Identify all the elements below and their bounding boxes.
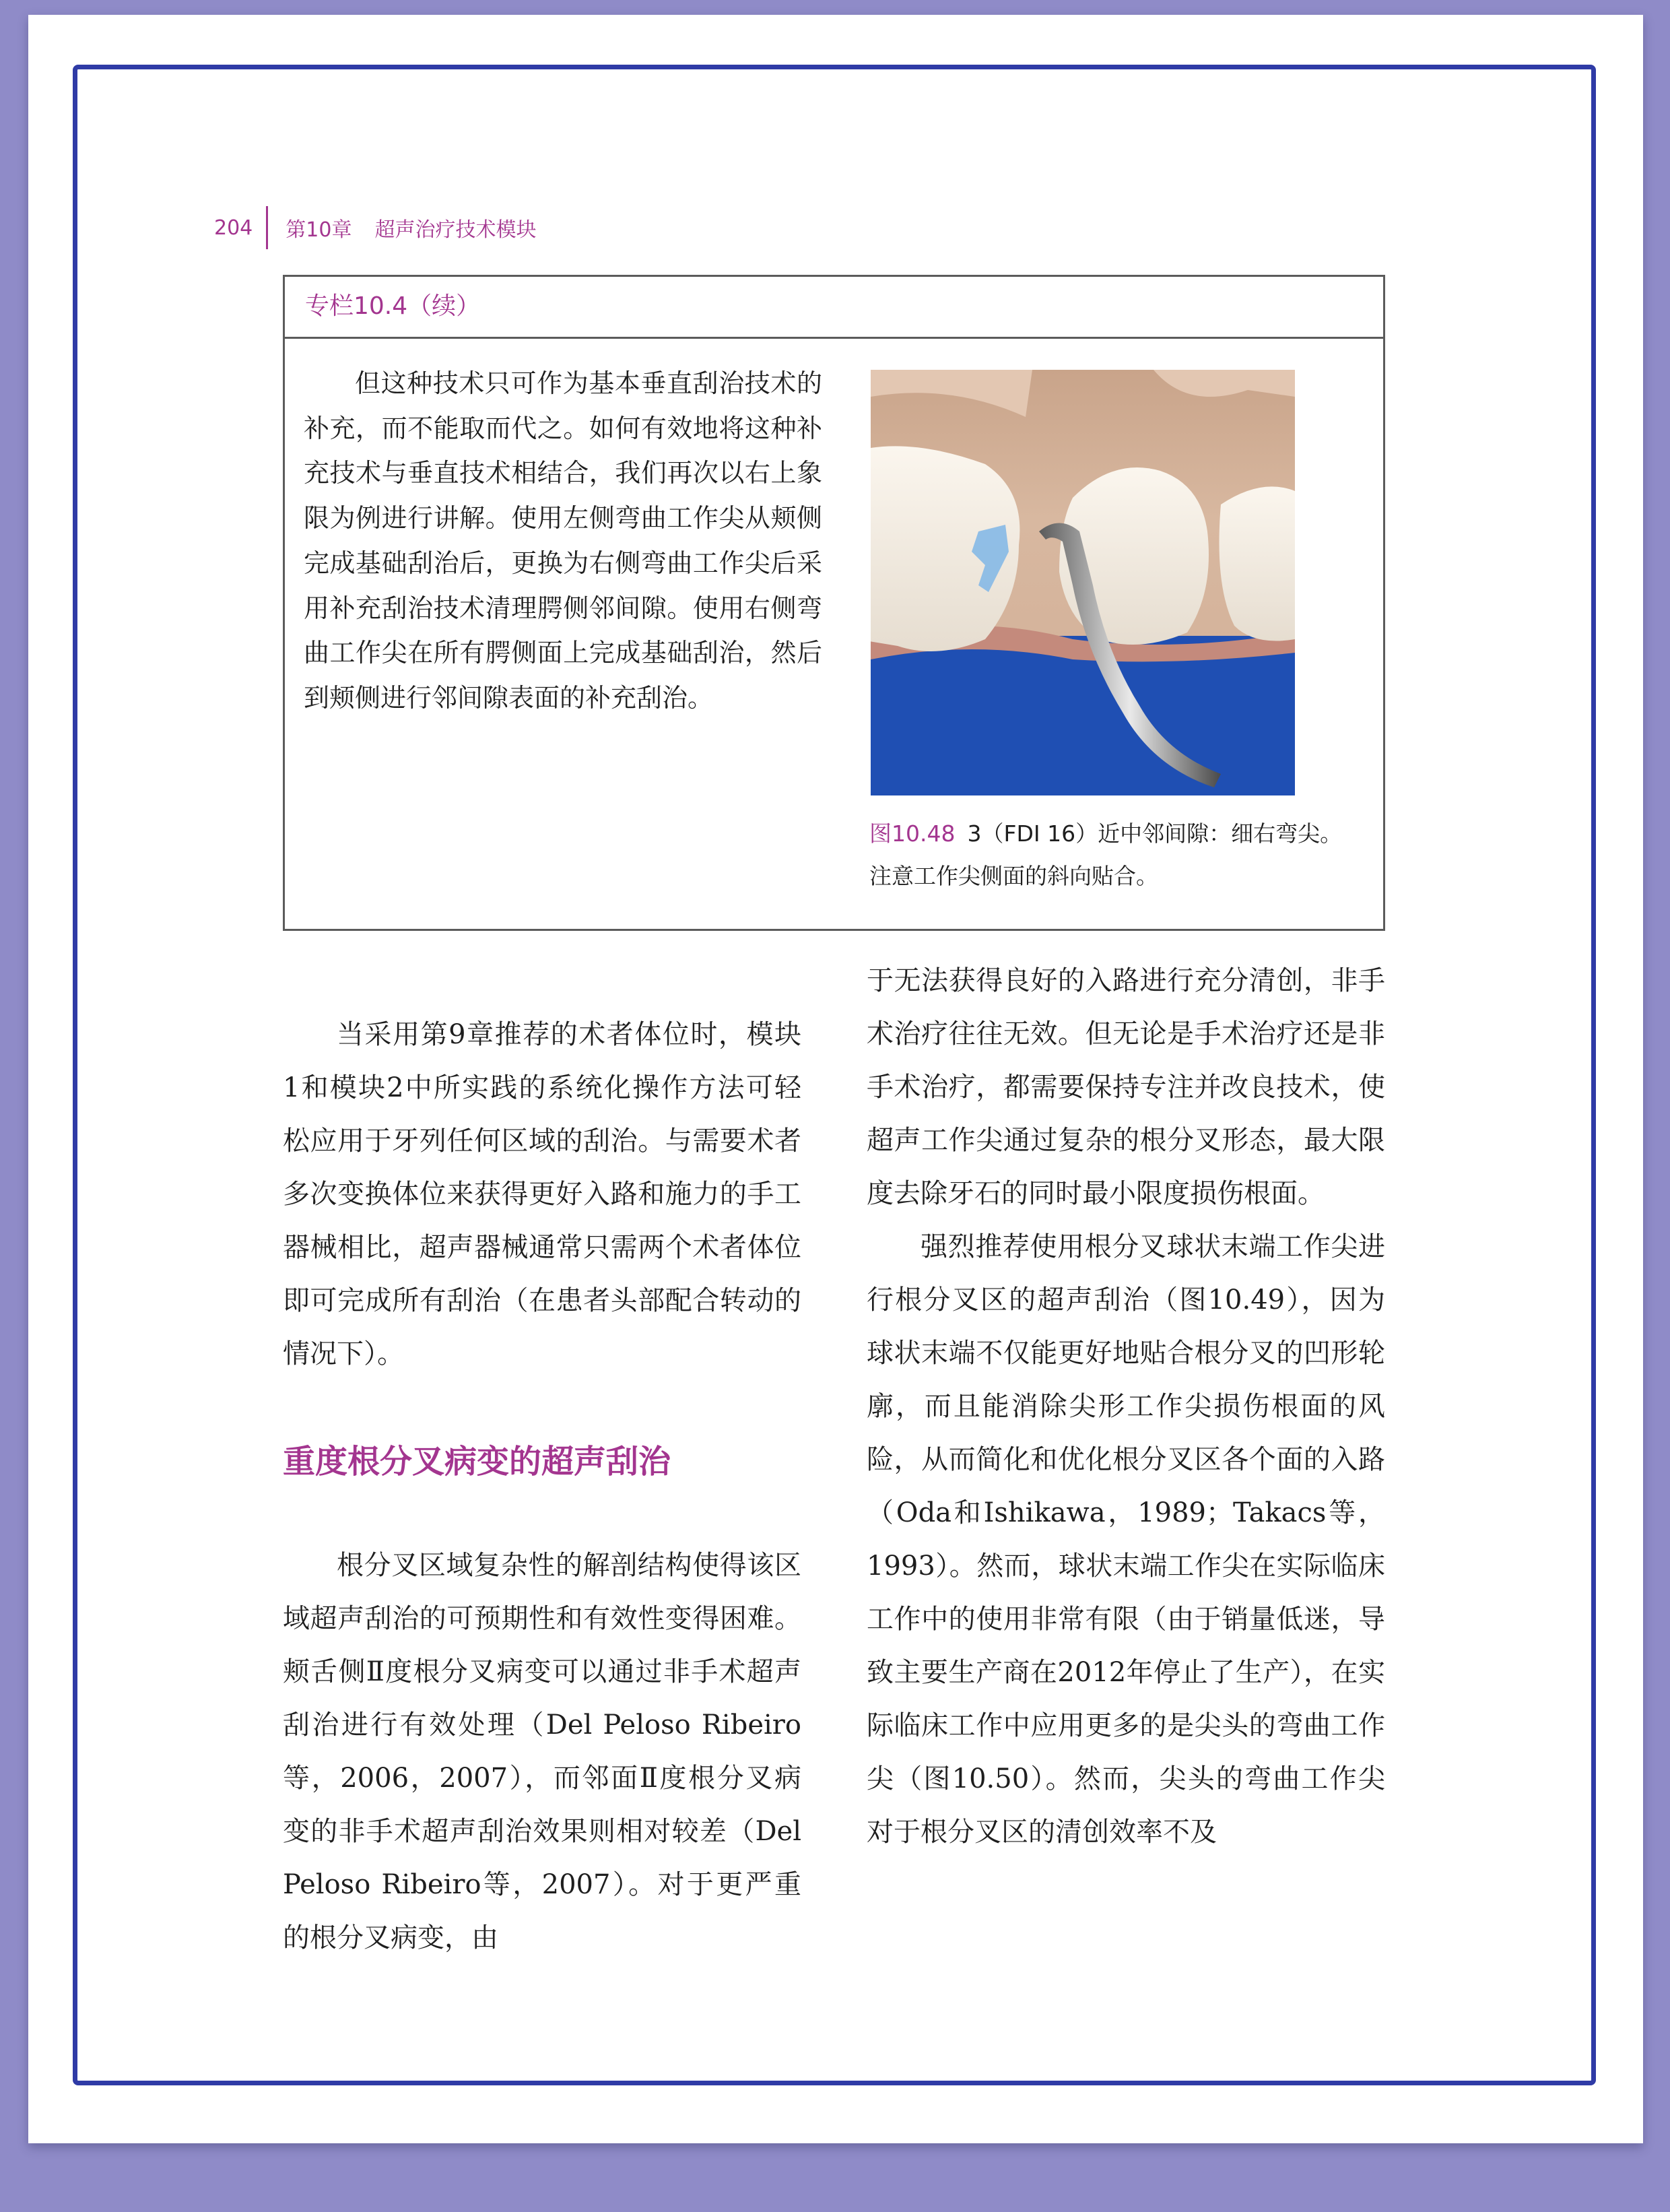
box-text [304,361,822,721]
left-column-bottom [283,1539,801,1965]
chapter-number: 第10章 [286,218,352,242]
body-paragraph: 根分叉区域复杂性的解剖结构使得该区域超声刮治的可预期性和有效性变得困难。颊舌侧Ⅱ度根分叉病变可以通过非手术超声刮治进行有效处理（Del Peloso Ribeiro等，2006，2007），而邻面Ⅱ度根分叉病变的非手术超声刮治效果则相对较差（Del Peloso Ribeiro等，2007）。对于更严重的根分叉病变，由 [283,1550,801,1953]
left-column-top [283,1008,801,1381]
figure-caption [869,812,1360,897]
body-paragraph: 强烈推荐使用根分叉球状末端工作尖进行根分叉区的超声刮治（图10.49），因为球状末端不仅能更好地贴合根分叉的凹形轮廓，而且能消除尖形工作尖损伤根面的风险，从而简化和优化根分叉区各个面的入路（Oda和Ishikawa，1989；Takacs等，1993）。然而，球状末端工作尖在实际临床工作中的使用非常有限（由于销量低迷，导致主要生产商在2012年停止了生产），在实际临床工作中应用更多的是尖头的弯曲工作尖（图10.50）。然而，尖头的弯曲工作尖对于根分叉区的清创效率不及 [867,1231,1385,1848]
section-heading: 重度根分叉病变的超声刮治 [283,1443,671,1481]
chapter-title: 超声治疗技术模块 [374,218,537,242]
box-paragraph: 但这种技术只可作为基本垂直刮治技术的补充，而不能取而代之。如何有效地将这种补充技术与垂直技术相结合，我们再次以右上象限为例进行讲解。使用左侧弯曲工作尖从颊侧完成基础刮治后，更换为右侧弯曲工作尖后采用补充刮治技术清理腭侧邻间隙。使用右侧弯曲工作尖在所有腭侧面上完成基础刮治，然后到颊侧进行邻间隙表面的补充刮治。 [304,368,822,713]
body-paragraph: 当采用第9章推荐的术者体位时，模块1和模块2中所实践的系统化操作方法可轻松应用于牙列任何区域的刮治。与需要术者多次变换体位来获得更好入路和施力的手工器械相比，超声器械通常只需两个术者体位即可完成所有刮治（在患者头部配合转动的情况下）。 [283,1019,801,1369]
right-column [867,954,1385,1859]
body-paragraph-continued: 于无法获得良好的入路进行充分清创，非手术治疗往往无效。但无论是手术治疗还是非手术治疗，都需要保持专注并改良技术，使超声工作尖通过复杂的根分叉形态，最大限度去除牙石的同时最小限度损伤根面。 [867,965,1385,1209]
header-divider [266,206,268,249]
box-title: 专栏10.4（续） [285,277,1383,339]
dental-scaling-photo [871,370,1295,795]
figure-caption-text: 3（FDI 16）近中邻间隙：细右弯尖。注意工作尖侧面的斜向贴合。 [869,820,1343,889]
page-number: 204 [214,216,253,240]
running-head [214,207,536,248]
sidebar-box [283,275,1385,931]
figure-label: 图10.48 [869,820,956,847]
tooth-illustration [871,370,1295,795]
